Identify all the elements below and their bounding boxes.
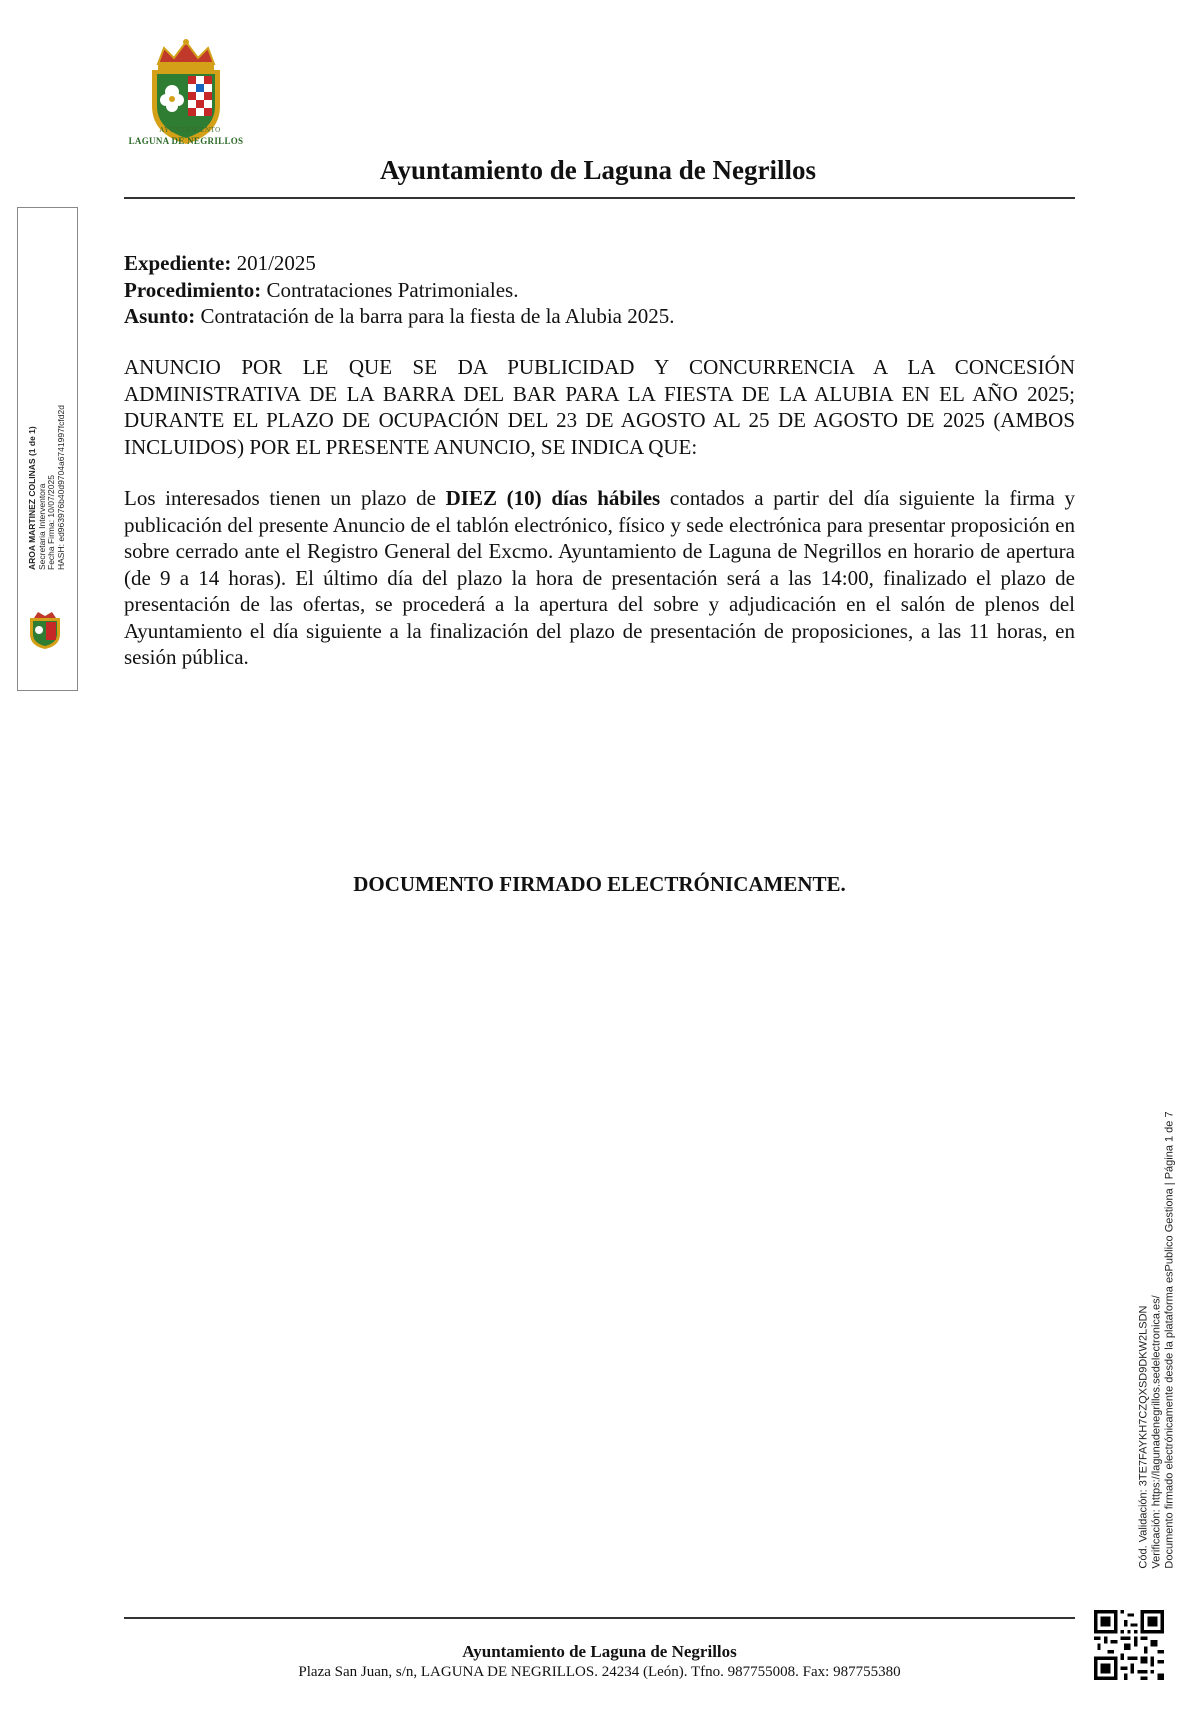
signer-name: AROA MARTINEZ COLINAS (1 de 1) [27, 426, 37, 570]
signed-notice: DOCUMENTO FIRMADO ELECTRÓNICAMENTE. [353, 872, 846, 896]
expediente-label: Expediente: [124, 251, 232, 275]
paragraph-deadline: DIEZ (10) días hábiles [445, 486, 661, 510]
procedimiento-label: Procedimiento: [124, 277, 262, 302]
expediente-block [124, 250, 1076, 330]
expediente-value: 201/2025 [231, 251, 316, 275]
paragraph-rest: contados a partir del día siguiente la firma y publicación del presente Anuncio de el tablón electrónico, físico y sede electrónica para presentar proposición en sobre cerrado ante el Registro General del Excmo. Ayuntamiento de Laguna de Negrillos en horario de apertura (de 9 a 14 horas). El último día del plazo la hora de presentación será a las 14:00, finalizado el plazo de presentación de las ofertas, se procederá a la apertura del sobre y adjudicación en el salón de plenos del Ayuntamiento el día siguiente a la finalización del plazo de presentación de proposiciones, a las 11 horas, en sesión pública. [124, 486, 1076, 669]
main-paragraph [124, 485, 1075, 671]
footer-title: Ayuntamiento de Laguna de Negrillos [462, 1642, 737, 1661]
footer-address: Plaza San Juan, s/n, LAGUNA DE NEGRILLOS. 24234 (León). Tfno. 987755008. Fax: 987755380 [298, 1664, 901, 1680]
signer-role: Secretaria Interventora [36, 483, 47, 570]
logo-caption-bottom: LAGUNA DE NEGRILLOS [128, 136, 244, 146]
platform-notice: Documento firmado electrónicamente desde la plataforma esPublico Gestiona | Página 1 de 7 [1163, 1111, 1176, 1569]
header-title: Ayuntamiento de Laguna de Negrillos [379, 155, 817, 185]
validation-code: Cód. Validación: 3TE7FAYKH7CZQXSD9DKW2LSDN [1137, 1305, 1150, 1569]
expediente-line [124, 250, 1076, 277]
asunto-line [124, 303, 1076, 330]
signature-date: Fecha Firma: 10/07/2025 [46, 475, 56, 570]
verification-url[interactable]: Verificación: https://lagunadenegrillos.sedelectronica.es/ [1150, 1295, 1163, 1569]
anuncio-heading: ANUNCIO POR LE QUE SE DA PUBLICIDAD Y CONCURRENCIA A LA CONCESIÓN ADMINISTRATIVA DE LA BARRA DEL BAR PARA LA FIESTA DE LA ALUBIA EN EL AÑO 2025; DURANTE EL PLAZO DE OCUPACIÓN DEL 23 DE AGOSTO AL 25 DE AGOSTO DE 2025 (AMBOS INCLUIDOS) POR EL PRESENTE ANUNCIO, SE INDICA QUE: [124, 355, 1075, 459]
header-divider [124, 197, 1075, 199]
paragraph-intro: Los interesados tienen un plazo de [124, 486, 446, 510]
qr-code-icon [1094, 1610, 1164, 1680]
asunto-value: Contratación de la barra para la fiesta de la Alubia 2025. [195, 304, 675, 328]
signature-hash: HASH: ed963976b40d9704a6741997fcfd2d [55, 405, 66, 570]
verification-block [1138, 1111, 1177, 1568]
signature-details [28, 330, 66, 570]
footer-divider [124, 1617, 1075, 1619]
procedimiento-value: Contrataciones Patrimoniales. [261, 277, 519, 302]
procedimiento-line [124, 277, 1076, 304]
logo-caption-top: AYUNTAMIENTO [159, 126, 221, 134]
small-coat-of-arms-icon [26, 610, 64, 650]
asunto-label: Asunto: [124, 304, 196, 328]
